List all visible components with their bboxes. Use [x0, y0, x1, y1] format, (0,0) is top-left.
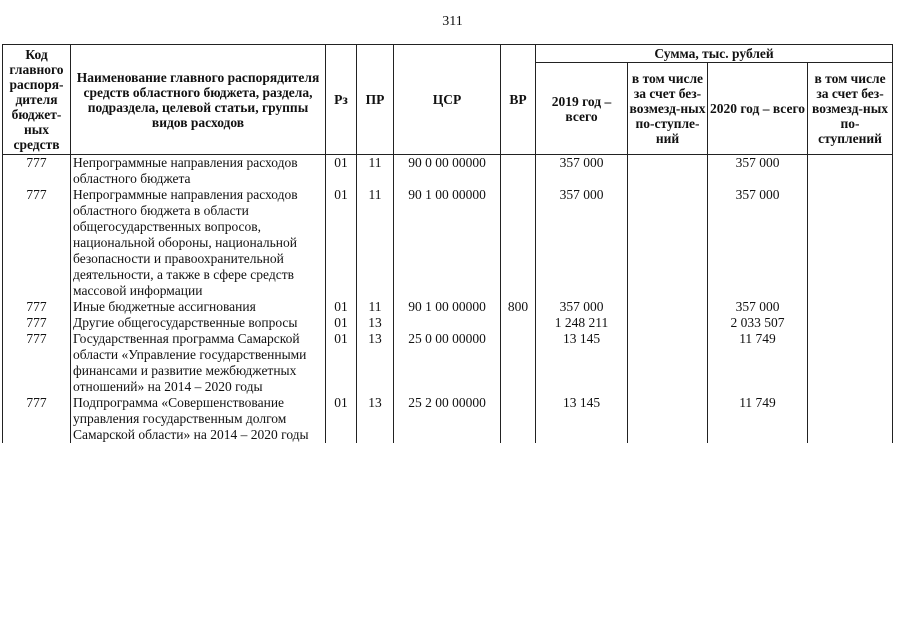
table-row — [3, 155, 893, 188]
header-rz: Рз — [326, 45, 357, 155]
cell-2019-free — [628, 187, 708, 299]
cell-name: Непрограммные направления расходов областного бюджета в области общегосударственных вопросов, национальной обороны, национальной безопасности и правоохранительной деятельности, а также в сфере средств массовой информации — [71, 187, 326, 299]
cell-vr — [501, 155, 536, 188]
cell-2020-total: 2 033 507 — [708, 315, 808, 331]
cell-code: 777 — [3, 155, 71, 188]
cell-2019-free — [628, 395, 708, 443]
table-row — [3, 395, 893, 443]
cell-vr: 800 — [501, 299, 536, 315]
cell-2019-free — [628, 331, 708, 395]
header-2020-total: 2020 год – всего — [708, 63, 808, 155]
table-row — [3, 299, 893, 315]
cell-pr: 13 — [357, 395, 394, 443]
cell-csr: 90 1 00 00000 — [394, 299, 501, 315]
cell-rz: 01 — [326, 331, 357, 395]
cell-code: 777 — [3, 395, 71, 443]
cell-csr: 25 0 00 00000 — [394, 331, 501, 395]
cell-2019-free — [628, 315, 708, 331]
table-header — [3, 45, 893, 155]
cell-csr — [394, 315, 501, 331]
cell-2020-free — [808, 315, 893, 331]
cell-vr — [501, 395, 536, 443]
header-2020-free: в том числе за счет без-возмезд-ных по-ступлений — [808, 63, 893, 155]
cell-2019-total: 13 145 — [536, 331, 628, 395]
cell-name: Государственная программа Самарской области «Управление государственными финансами и развитие межбюджетных отношений» на 2014 – 2020 годы — [71, 331, 326, 395]
cell-pr: 13 — [357, 331, 394, 395]
cell-rz: 01 — [326, 155, 357, 188]
cell-2020-total: 357 000 — [708, 187, 808, 299]
header-csr: ЦСР — [394, 45, 501, 155]
cell-csr: 25 2 00 00000 — [394, 395, 501, 443]
cell-2020-total: 11 749 — [708, 395, 808, 443]
table-row — [3, 331, 893, 395]
page-number: 311 — [442, 14, 463, 29]
cell-code: 777 — [3, 299, 71, 315]
cell-2019-total: 13 145 — [536, 395, 628, 443]
cell-name: Непрограммные направления расходов областного бюджета — [71, 155, 326, 188]
header-2019-total: 2019 год – всего — [536, 63, 628, 155]
cell-2019-free — [628, 299, 708, 315]
cell-2019-total: 357 000 — [536, 187, 628, 299]
cell-2020-free — [808, 331, 893, 395]
cell-csr: 90 1 00 00000 — [394, 187, 501, 299]
cell-2020-free — [808, 155, 893, 188]
cell-csr: 90 0 00 00000 — [394, 155, 501, 188]
cell-pr: 13 — [357, 315, 394, 331]
cell-2020-free — [808, 395, 893, 443]
cell-name: Подпрограмма «Совершенствование управления государственным долгом Самарской области» на 2014 – 2020 годы — [71, 395, 326, 443]
header-pr: ПР — [357, 45, 394, 155]
cell-code: 777 — [3, 315, 71, 331]
cell-name: Иные бюджетные ассигнования — [71, 299, 326, 315]
table-body — [3, 155, 893, 444]
cell-vr — [501, 187, 536, 299]
cell-rz: 01 — [326, 395, 357, 443]
cell-2020-free — [808, 187, 893, 299]
cell-pr: 11 — [357, 299, 394, 315]
table-row — [3, 315, 893, 331]
cell-pr: 11 — [357, 187, 394, 299]
table-row — [3, 187, 893, 299]
header-2019-free: в том числе за счет без-возмезд-ных по-ступле-ний — [628, 63, 708, 155]
cell-rz: 01 — [326, 315, 357, 331]
cell-2020-total: 357 000 — [708, 155, 808, 188]
cell-2020-free — [808, 299, 893, 315]
cell-2020-total: 11 749 — [708, 331, 808, 395]
cell-vr — [501, 315, 536, 331]
cell-pr: 11 — [357, 155, 394, 188]
header-name: Наименование главного распорядителя средств областного бюджета, раздела, подраздела, целевой статьи, группы видов расходов — [71, 45, 326, 155]
cell-code: 777 — [3, 187, 71, 299]
cell-name: Другие общегосударственные вопросы — [71, 315, 326, 331]
cell-2019-total: 357 000 — [536, 299, 628, 315]
cell-rz: 01 — [326, 299, 357, 315]
cell-2019-total: 357 000 — [536, 155, 628, 188]
budget-table — [2, 44, 893, 443]
header-vr: ВР — [501, 45, 536, 155]
header-sum: Сумма, тыс. рублей — [536, 45, 893, 63]
cell-rz: 01 — [326, 187, 357, 299]
cell-2019-free — [628, 155, 708, 188]
header-code: Код главного распоря-дителя бюджет-ных средств — [3, 45, 71, 155]
cell-2019-total: 1 248 211 — [536, 315, 628, 331]
cell-2020-total: 357 000 — [708, 299, 808, 315]
cell-code: 777 — [3, 331, 71, 395]
cell-vr — [501, 331, 536, 395]
